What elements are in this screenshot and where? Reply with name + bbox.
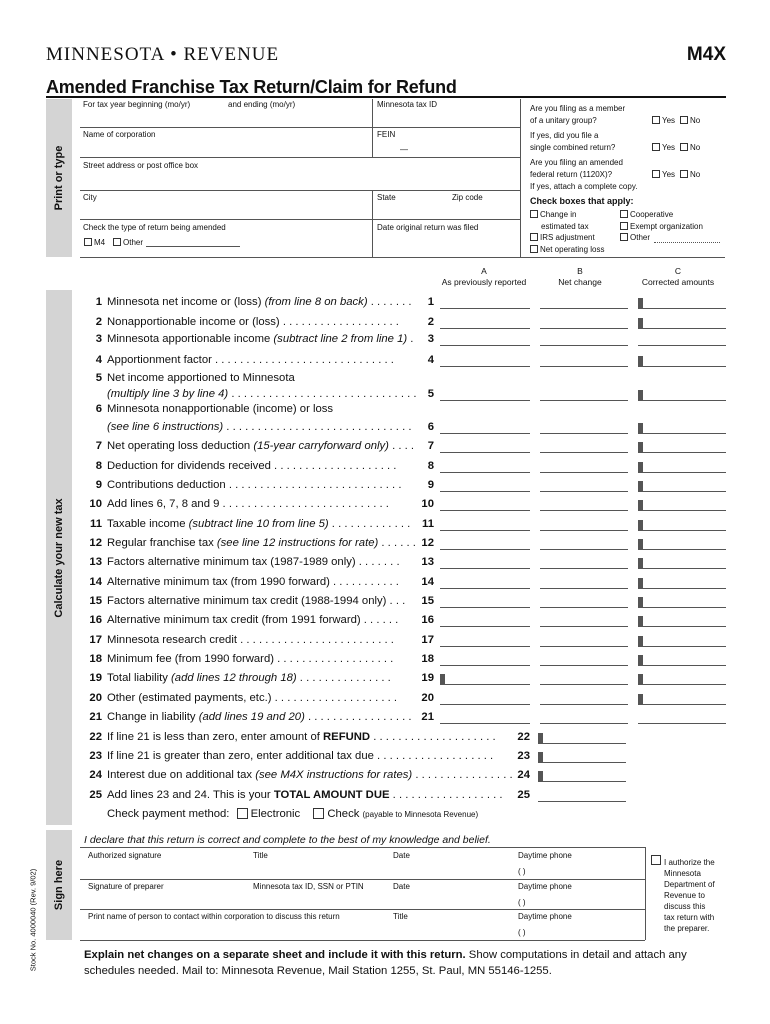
sign-indicator	[638, 423, 643, 433]
combined-no-checkbox[interactable]	[680, 143, 688, 151]
col-b-field[interactable]	[540, 607, 628, 608]
col-a-field[interactable]	[440, 626, 530, 627]
col-b-label: Net change	[558, 277, 602, 287]
line-ref: 25	[517, 789, 530, 801]
form-id: M4X	[686, 44, 726, 65]
sign-indicator	[638, 318, 643, 328]
preparer-phone-label: Daytime phone	[518, 882, 572, 891]
unitary-question-2: of a unitary group?	[530, 116, 597, 125]
line-number: 14	[89, 576, 102, 588]
line-description: Interest due on additional tax (see M4X instructions for rates) . . . . . . . . . . . . . . . .	[107, 769, 513, 781]
line-description: Factors alternative minimum tax credit (1988-1994 only) . . .	[107, 595, 406, 607]
line-ref: 24	[517, 769, 530, 781]
line-description: Net operating loss deduction (15-year carryforward only) . . . .	[107, 440, 415, 452]
sidebar-print-label: Print or type	[53, 145, 65, 211]
change-estimated-checkbox[interactable]	[530, 210, 538, 218]
col-c-field[interactable]	[638, 345, 726, 346]
contact-label: Print name of person to contact within corporation to discuss this return	[88, 912, 340, 921]
col-a-label: As previously reported	[441, 277, 527, 287]
street-label: Street address or post office box	[83, 161, 199, 170]
federal-no[interactable]: No	[680, 170, 700, 179]
line-description: Nonapportionable income or (loss) . . . . . . . . . . . . . . . . . . .	[107, 316, 399, 328]
combined-yes[interactable]: Yes	[652, 143, 675, 152]
line-number: 2	[95, 316, 102, 328]
line-ref: 3	[427, 333, 434, 345]
col-a-field[interactable]	[440, 366, 530, 367]
authorize-preparer-text: I authorize the Minnesota Department of Revenue to discuss this tax return with the preparer.	[664, 858, 715, 933]
line-number: 17	[89, 634, 102, 646]
line-description: Deduction for dividends received . . . . . . . . . . . . . . . . . . . .	[107, 460, 397, 472]
col-c-field[interactable]	[638, 626, 726, 627]
return-type-m4[interactable]	[84, 238, 105, 247]
sign-indicator	[440, 674, 445, 684]
info-divider	[372, 99, 373, 157]
attach-copy-note: If yes, attach a complete copy.	[530, 182, 638, 191]
line-ref: 12	[421, 537, 434, 549]
col-b-field[interactable]	[540, 491, 628, 492]
col-a-field[interactable]	[440, 510, 530, 511]
fein-label: FEIN	[377, 130, 396, 139]
city-label: City	[83, 193, 97, 202]
change-estimated-2: estimated tax	[541, 222, 589, 231]
sign-indicator	[638, 636, 643, 646]
col-b-field[interactable]	[540, 308, 628, 309]
line-number: 18	[89, 653, 102, 665]
line-number: 22	[89, 731, 102, 743]
info-rule	[80, 219, 520, 220]
sidebar-sign	[46, 830, 72, 940]
col-a-field[interactable]	[440, 588, 530, 589]
line-ref: 9	[427, 479, 434, 491]
col-b-field[interactable]	[540, 568, 628, 569]
line-ref: 16	[421, 614, 434, 626]
form-title: Amended Franchise Tax Return/Claim for Refund	[46, 77, 457, 97]
sign-indicator	[638, 500, 643, 510]
combined-question-2: single combined return?	[530, 143, 616, 152]
line-number: 1	[95, 296, 102, 308]
unitary-yes-checkbox[interactable]	[652, 116, 660, 124]
phone-field[interactable]: ( )	[518, 867, 526, 876]
col-a-field[interactable]	[440, 684, 530, 685]
line-ref: 7	[427, 440, 434, 452]
m4-checkbox[interactable]	[84, 238, 92, 246]
line-number: 5	[95, 372, 102, 384]
combined-question: If yes, did you file a	[530, 131, 599, 140]
line-description: Add lines 23 and 24. This is your TOTAL AMOUNT DUE . . . . . . . . . . . . . . . . . .	[107, 789, 503, 801]
sign-indicator	[638, 462, 643, 472]
sign-indicator	[638, 442, 643, 452]
col-c-field[interactable]	[638, 472, 726, 473]
col-b-field[interactable]	[540, 684, 628, 685]
line-description: Taxable income (subtract line 10 from line 5) . . . . . . . . . . . . .	[107, 518, 411, 530]
col-a-field[interactable]	[440, 704, 530, 705]
contact-phone-label: Daytime phone	[518, 912, 572, 921]
col-b-field[interactable]	[540, 704, 628, 705]
preparer-phone-field[interactable]: ( )	[518, 898, 526, 907]
col-a-field[interactable]	[440, 452, 530, 453]
unitary-no-checkbox[interactable]	[680, 116, 688, 124]
line-ref: 17	[421, 634, 434, 646]
line-number: 12	[89, 537, 102, 549]
line-ref: 13	[421, 556, 434, 568]
col-a-field[interactable]	[440, 345, 530, 346]
col-c-field[interactable]	[638, 366, 726, 367]
col-c-field[interactable]	[638, 308, 726, 309]
line-description: Minnesota nonapportionable (income) or loss	[107, 403, 334, 415]
contact-title-label: Title	[393, 912, 408, 921]
sidebar-calculate-label: Calculate your new tax	[53, 497, 65, 618]
line-ref: 1	[427, 296, 434, 308]
other-type-checkbox[interactable]	[620, 233, 628, 241]
col-a-field[interactable]	[440, 472, 530, 473]
footer-rest: Show computations in detail and attach any	[465, 949, 687, 961]
nol-checkbox[interactable]	[530, 245, 538, 253]
mn-tax-id-label: Minnesota tax ID	[377, 100, 438, 109]
state-label: State	[377, 193, 396, 202]
sidebar-calculate	[46, 290, 72, 825]
payment-method	[107, 808, 478, 820]
col-b-field[interactable]	[540, 452, 628, 453]
irs-adjustment-checkbox[interactable]	[530, 233, 538, 241]
federal-yes-checkbox[interactable]	[652, 170, 660, 178]
col-c-field[interactable]	[638, 588, 726, 589]
line-description: Factors alternative minimum tax (1987-1989 only) . . . . . . .	[107, 556, 400, 568]
line-description: (multiply line 3 by line 4) . . . . . . . . . . . . . . . . . . . . . . . . . . . . . .	[107, 388, 417, 400]
line-number: 7	[95, 440, 102, 452]
info-rule	[80, 190, 520, 191]
amount-field[interactable]	[538, 781, 626, 782]
sign-indicator	[638, 597, 643, 607]
col-a-letter: A	[481, 266, 487, 276]
col-c-field[interactable]	[638, 607, 726, 608]
line-ref: 14	[421, 576, 434, 588]
line-number: 8	[95, 460, 102, 472]
line-number: 6	[95, 403, 102, 415]
line-description: Minnesota apportionable income (subtract line 2 from line 1) .	[107, 333, 414, 345]
sign-indicator	[638, 655, 643, 665]
zip-label: Zip code	[452, 193, 483, 202]
col-b-field[interactable]	[540, 366, 628, 367]
col-b-field[interactable]	[540, 626, 628, 627]
date-filed-label: Date original return was filed	[377, 223, 479, 232]
line-number: 20	[89, 692, 102, 704]
col-a-field[interactable]	[440, 400, 530, 401]
check-label: Check	[327, 808, 360, 820]
return-type-other[interactable]	[113, 238, 143, 247]
auth-sig-label: Authorized signature	[88, 851, 162, 860]
col-a-field[interactable]	[440, 491, 530, 492]
federal-yes[interactable]: Yes	[652, 170, 675, 179]
other-type-field[interactable]	[146, 246, 240, 247]
col-c-field[interactable]	[638, 491, 726, 492]
check-type-label: Check the type of return being amended	[83, 223, 226, 232]
exempt-org[interactable]: Exempt organization	[620, 222, 703, 231]
sign-indicator	[638, 616, 643, 626]
col-b-field[interactable]	[540, 588, 628, 589]
title-label: Title	[253, 851, 268, 860]
sign-indicator	[538, 733, 543, 743]
col-c-field[interactable]	[638, 433, 726, 434]
amended-federal-question-2: federal return (1120X)?	[530, 170, 613, 179]
line-ref: 19	[421, 672, 434, 684]
col-c-label: Corrected amounts	[641, 277, 715, 287]
other-label: Other	[123, 238, 144, 247]
line-description: Total liability (add lines 12 through 18) . . . . . . . . . . . . . . .	[107, 672, 391, 684]
combined-yes-checkbox[interactable]	[652, 143, 660, 151]
col-b-field[interactable]	[540, 328, 628, 329]
footer-bold: Explain net changes on a separate sheet and include it with this return.	[84, 949, 466, 961]
info-rule	[80, 257, 725, 258]
line-description: Minnesota net income or (loss) (from line 8 on back) . . . . . . .	[107, 296, 412, 308]
line-number: 11	[90, 518, 102, 530]
col-a-field[interactable]	[440, 308, 530, 309]
amount-field[interactable]	[538, 801, 626, 802]
sign-indicator	[638, 558, 643, 568]
col-c-field[interactable]	[638, 452, 726, 453]
line-description: Apportionment factor . . . . . . . . . . . . . . . . . . . . . . . . . . . . .	[107, 354, 394, 366]
line-description: Change in liability (add lines 19 and 20) . . . . . . . . . . . . . . . . .	[107, 711, 412, 723]
col-a-field[interactable]	[440, 568, 530, 569]
line-description: Alternative minimum tax credit (from 1991 forward) . . . . . .	[107, 614, 399, 626]
line-number: 9	[95, 479, 102, 491]
declaration: I declare that this return is correct and complete to the best of my knowledge and belief.	[84, 834, 491, 846]
electronic-checkbox[interactable]	[237, 808, 248, 819]
tax-year-begin-label: For tax year beginning (mo/yr)	[83, 100, 191, 109]
col-a-field[interactable]	[440, 328, 530, 329]
other-type[interactable]: Other	[620, 233, 650, 242]
sign-indicator	[638, 520, 643, 530]
line-ref: 20	[421, 692, 434, 704]
line-description: (see line 6 instructions) . . . . . . . . . . . . . . . . . . . . . . . . . . . . . .	[107, 421, 412, 433]
info-rule	[80, 157, 520, 158]
unitary-question: Are you filing as a member	[530, 104, 626, 113]
combined-no[interactable]: No	[680, 143, 700, 152]
line-description: Other (estimated payments, etc.) . . . . . . . . . . . . . . . . . . . .	[107, 692, 398, 704]
line-description: If line 21 is greater than zero, enter additional tax due . . . . . . . . . . . . . . . . . . .	[107, 750, 494, 762]
contact-phone-field[interactable]: ( )	[518, 928, 526, 937]
sign-rule	[80, 847, 645, 848]
col-c-field[interactable]	[638, 704, 726, 705]
line-number: 25	[89, 789, 102, 801]
col-a-field[interactable]	[440, 607, 530, 608]
check-checkbox[interactable]	[313, 808, 324, 819]
sign-indicator	[638, 298, 643, 308]
phone-label: Daytime phone	[518, 851, 572, 860]
line-number: 16	[89, 614, 102, 626]
line-ref: 6	[427, 421, 434, 433]
col-c-field[interactable]	[638, 530, 726, 531]
other-type-line[interactable]	[654, 242, 720, 243]
exempt-checkbox[interactable]	[620, 222, 628, 230]
authorize-preparer-checkbox[interactable]	[651, 855, 661, 865]
col-a-field[interactable]	[440, 433, 530, 434]
line-number: 23	[89, 750, 102, 762]
line-ref: 23	[517, 750, 530, 762]
line-ref: 4	[427, 354, 434, 366]
sign-indicator	[638, 674, 643, 684]
line-ref: 8	[427, 460, 434, 472]
fein-dash: —	[400, 145, 408, 154]
line-number: 10	[89, 498, 102, 510]
line-ref: 15	[421, 595, 434, 607]
preparer-date-label: Date	[393, 882, 410, 891]
sign-rule	[80, 879, 645, 880]
col-b-field[interactable]	[540, 665, 628, 666]
cooperative-checkbox[interactable]	[620, 210, 628, 218]
info-divider	[520, 99, 521, 257]
preparer-id-label: Minnesota tax ID, SSN or PTIN	[253, 882, 364, 891]
corp-name-label: Name of corporation	[83, 130, 156, 139]
sign-indicator	[638, 356, 643, 366]
col-b-field[interactable]	[540, 433, 628, 434]
line-ref: 21	[421, 711, 434, 723]
line-description: If line 21 is less than zero, enter amount of REFUND . . . . . . . . . . . . . . . . . . . .	[107, 731, 496, 743]
col-b-letter: B	[577, 266, 583, 276]
col-c-field[interactable]	[638, 510, 726, 511]
line-description: Alternative minimum tax (from 1990 forward) . . . . . . . . . . .	[107, 576, 399, 588]
col-c-field[interactable]	[638, 723, 726, 724]
line-ref: 5	[427, 388, 434, 400]
line-description: Minimum fee (from 1990 forward) . . . . . . . . . . . . . . . . . . .	[107, 653, 394, 665]
info-divider	[372, 190, 373, 257]
col-c-field[interactable]	[638, 568, 726, 569]
col-a-field[interactable]	[440, 530, 530, 531]
line-number: 19	[89, 672, 102, 684]
col-b-field[interactable]	[540, 723, 628, 724]
unitary-no[interactable]: No	[680, 116, 700, 125]
line-description: Net income apportioned to Minnesota	[107, 372, 295, 384]
preparer-sig-label: Signature of preparer	[88, 882, 164, 891]
line-number: 21	[89, 711, 102, 723]
sign-divider	[645, 847, 646, 940]
payment-label: Check payment method:	[107, 808, 230, 820]
col-c-field[interactable]	[638, 400, 726, 401]
col-c-letter: C	[674, 266, 682, 276]
col-c-field[interactable]	[638, 549, 726, 550]
col-b-field[interactable]	[540, 472, 628, 473]
sign-indicator	[638, 578, 643, 588]
date-label: Date	[393, 851, 410, 860]
col-a-field[interactable]	[440, 723, 530, 724]
info-rule	[80, 127, 520, 128]
line-number: 15	[89, 595, 102, 607]
line-ref: 10	[421, 498, 434, 510]
amount-field[interactable]	[538, 743, 626, 744]
line-number: 13	[89, 556, 102, 568]
footer-line2: schedules needed. Mail to: Minnesota Revenue, Mail Station 1255, St. Paul, MN 55146-1255.	[84, 965, 552, 977]
sign-indicator	[538, 771, 543, 781]
col-b-field[interactable]	[540, 549, 628, 550]
line-description: Regular franchise tax (see line 12 instructions for rate) . . . . . .	[107, 537, 416, 549]
federal-no-checkbox[interactable]	[680, 170, 688, 178]
change-estimated[interactable]: Change in	[530, 210, 576, 219]
sign-indicator	[638, 481, 643, 491]
electronic-label: Electronic	[250, 808, 301, 820]
check-boxes-title: Check boxes that apply:	[530, 196, 634, 206]
line-ref: 11	[422, 518, 434, 530]
title-rule	[46, 96, 726, 98]
line-description: Contributions deduction . . . . . . . . . . . . . . . . . . . . . . . . . . . .	[107, 479, 402, 491]
stock-number: Stock No. 4000040 (Rev. 9/02)	[28, 868, 38, 972]
sign-rule	[80, 940, 645, 941]
col-c-field[interactable]	[638, 684, 726, 685]
irs-adjustment[interactable]: IRS adjustment	[530, 233, 595, 242]
sign-indicator	[538, 752, 543, 762]
col-a-field[interactable]	[440, 646, 530, 647]
payable-note: (payable to Minnesota Revenue)	[362, 810, 479, 819]
amount-field[interactable]	[538, 762, 626, 763]
other-checkbox[interactable]	[113, 238, 121, 246]
col-b-field[interactable]	[540, 400, 628, 401]
line-description: Add lines 6, 7, 8 and 9 . . . . . . . . . . . . . . . . . . . . . . . . . . .	[107, 498, 389, 510]
line-ref: 18	[421, 653, 434, 665]
sidebar-sign-label: Sign here	[53, 859, 65, 911]
sign-indicator	[638, 390, 643, 400]
col-b-field[interactable]	[540, 530, 628, 531]
col-a-field[interactable]	[440, 665, 530, 666]
col-c-field[interactable]	[638, 328, 726, 329]
col-b-field[interactable]	[540, 510, 628, 511]
m4-label: M4	[94, 238, 106, 247]
sign-indicator	[638, 694, 643, 704]
line-description: Minnesota research credit . . . . . . . . . . . . . . . . . . . . . . . . .	[107, 634, 394, 646]
col-b-field[interactable]	[540, 345, 628, 346]
sidebar-print	[46, 99, 72, 257]
line-ref: 22	[517, 731, 530, 743]
col-c-field[interactable]	[638, 646, 726, 647]
sign-indicator	[638, 539, 643, 549]
cooperative[interactable]: Cooperative	[620, 210, 673, 219]
unitary-yes[interactable]: Yes	[652, 116, 675, 125]
col-b-field[interactable]	[540, 646, 628, 647]
col-c-field[interactable]	[638, 665, 726, 666]
sign-rule	[80, 909, 645, 910]
line-number: 3	[95, 333, 102, 345]
tax-year-end-label: and ending (mo/yr)	[228, 100, 296, 109]
col-a-field[interactable]	[440, 549, 530, 550]
line-number: 4	[95, 354, 102, 366]
amended-federal-question: Are you filing an amended	[530, 158, 623, 167]
agency-brand: MINNESOTA • REVENUE	[46, 44, 280, 65]
line-number: 24	[89, 769, 102, 781]
line-ref: 2	[427, 316, 434, 328]
footer-instructions	[84, 947, 687, 979]
net-operating-loss[interactable]: Net operating loss	[530, 245, 604, 254]
